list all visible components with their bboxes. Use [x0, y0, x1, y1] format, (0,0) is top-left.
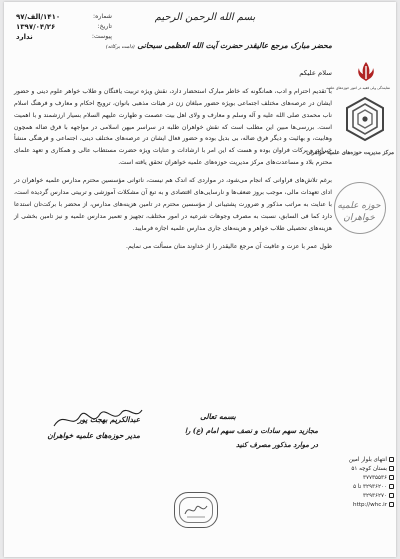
response-heading: بسمه تعالی: [200, 412, 236, 421]
greeting: سلام علیکم: [299, 68, 332, 77]
address-text: http://whc.ir: [353, 502, 387, 508]
fax-icon: [389, 493, 394, 498]
center-name: مرکز مدیریت حوزه‌های علمیه خواهران: [306, 150, 394, 156]
letter-body: [14, 40, 332, 259]
addressee-honorific: (دامت برکاته): [105, 44, 135, 50]
letter-page: [4, 2, 396, 557]
meta-label: شماره:: [93, 13, 112, 20]
calligraphy-logo-text: حوزه علمیه خواهران: [337, 201, 381, 223]
closing-paragraph: طول عمر با عزت و عافیت آن مرجع عالیقدر را از خداوند منان مسألت می نمایم.: [126, 242, 332, 250]
seal-calligraphy-icon: [182, 500, 210, 520]
location-icon: [389, 457, 394, 462]
response-line: در موارد مذکور مصرف کنید: [236, 440, 318, 449]
address-line: [334, 474, 394, 483]
official-seal: [174, 492, 218, 528]
emblem-caption: نمایندگی ولی فقیه در امور حوزه‌های علمیه: [326, 86, 390, 90]
response-line: مجازید سهم سادات و نصف سهم امام (ع) را: [185, 426, 318, 435]
address-text: ۳۲۹۳۶۲۰۰ تا ۵: [353, 484, 387, 490]
address-line: [334, 483, 394, 492]
meta-value: ۱۴۱۰/الف/۹۷: [16, 13, 61, 21]
letter-meta: [16, 12, 112, 42]
address-line: [334, 501, 394, 510]
address-text: ۳۲۹۳۶۲۷۰: [362, 493, 387, 499]
iran-emblem-icon: [354, 60, 378, 84]
basmala-heading: بسم الله الرحمن الرحیم: [154, 12, 256, 23]
address-text: ۳۷۷۳۵۵۳۶: [362, 475, 387, 481]
web-icon: [389, 502, 394, 507]
address-block: [334, 456, 394, 510]
addressee-text: محضر مبارک مرجع عالیقدر حضرت آیت الله العظمی سبحانی: [137, 41, 332, 50]
meta-label: پیوست:: [91, 33, 112, 40]
meta-date: [16, 22, 112, 32]
signatory-title: مدیر حوزه‌های علمیه خواهران: [47, 431, 140, 440]
address-line: [334, 492, 394, 501]
location-icon: [389, 466, 394, 471]
body-paragraph: با تقدیم احترام و ادب، همانگونه که خاطر مبارک استحضار دارد، نقش ویژه تربیت یافتگان و طلاب خواهر علوم دینی و حضور ایشان در عرصه‌های مختلف اجتماعی بویژه حضور مبلغان زن در هیئات مذهبی بانوان، ترویج احکام و معارف و فرهنگ اسلام ناب محمدی صلی الله علیه و آله وسلم و معارف و ولای اهل بیت عصمت و طهارت علیهم السلام بسیار ارزشمند و با اهمیت است. بررسی‌ها مبین این مطلب است که نقش خواهران طلبه در سراسر میهن اسلامی در مواجهه با فرق ضاله همچون وهابیت، و بهائیت و دیگر فرق ضاله، بی بدیل بوده و حضور فعال ایشان در عرصه‌های مختلف دینی، اجتماعی و فرهنگی منشأ خیرات و برکات فراوان بوده و هست که این امر با ارشادات و عنایات ویژه حضرت مستطاب عالی و همکاری و تعهد علمای محترم بلاد و مساعدت‌های مرکز مدیریت حوزه‌های علمیه خواهران تحقق یافته است.: [14, 87, 332, 167]
marja-response: [118, 410, 318, 452]
meta-label: تاریخ:: [97, 23, 112, 30]
addressee-line: [14, 40, 332, 54]
meta-value: ندارد: [16, 33, 33, 41]
signatory-name: عبدالکریم بهجت پور: [77, 415, 140, 424]
body-paragraph: برغم تلاش‌های فراوانی که انجام می‌شود، در مواردی که اندک هم نیست، ناتوانی مؤسسین محترم مدارس علمیه خواهران در ادای تعهدات مالی، موجب بروز ضعف‌ها و نارسایی‌های اقتصادی و به تبع آن مشکلات آموزشی و تربیتی مدارس گردیده است، با عنایت به مراتب مذکور و ضرورت پشتیبانی از مؤسسین محترم در تامین هزینه‌های مدارس، از محضر با برکت‌تان استدعا دارد کما فی السابق، نسبت به مصرف وجوهات شرعیه در امور مختلف، تجهیز و تعمیر مدارس علمیه و نیز تامین بخشی از هزینه‌های تحصیلی طلاب خواهر و هزینه‌های جاری مدارس علمیه اجازه فرمایید.: [14, 177, 332, 232]
meta-value: ۱۳۹۷/۰۴/۲۶: [16, 23, 56, 31]
meta-number: [16, 12, 112, 22]
address-text: انتهای بلوار امین: [348, 457, 387, 463]
phone-icon: [389, 484, 394, 489]
address-text: بستان کوچه ۵۱: [351, 466, 387, 472]
calligraphy-logo: [330, 178, 388, 238]
phone-icon: [389, 475, 394, 480]
address-line: [334, 465, 394, 474]
address-line: [334, 456, 394, 465]
center-logo-icon: [344, 96, 386, 142]
